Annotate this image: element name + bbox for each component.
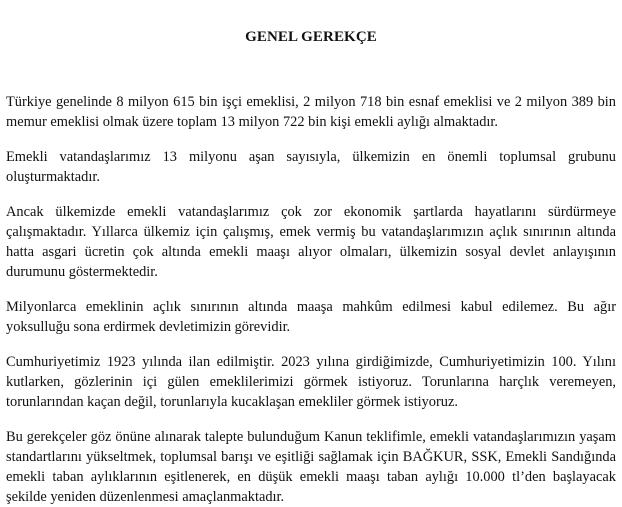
paragraph-economic-conditions: Ancak ülkemizde emekli vatandaşlarımız çok zor ekonomik şartlarda hayatlarını sürdürmeye çalışmaktadır. Yıllarca ülkemiz için çalışmış, emek vermiş bu vatandaşlarımızın açlık sınırının altında hatta asgari ücretin çok altında emekli maaşı alıyor olmaları, ülkemizin sosyal devlet anlayışının durumunu göstermektedir.	[6, 204, 616, 280]
paragraph-pensioner-counts: Türkiye genelinde 8 milyon 615 bin işçi emeklisi, 2 milyon 718 bin esnaf emeklisi ve 2 milyon 389 bin memur emeklisi olmak üzere toplam 13 milyon 722 bin kişi emekli aylığı almaktadır.	[6, 94, 616, 130]
document-title: GENEL GEREKÇE	[245, 29, 377, 45]
paragraph-social-group: Emekli vatandaşlarımız 13 milyonu aşan sayısıyla, ülkemizin en önemli toplumsal grubunu oluşturmaktadır.	[6, 149, 616, 185]
paragraph-republic-centennial: Cumhuriyetimiz 1923 yılında ilan edilmiştir. 2023 yılına girdiğimizde, Cumhuriyetimizin 100. Yılını kutlarken, gözlerinin içi gülen emeklilerimizi görmek istiyoruz. Torunlarına harçlık veremeyen, torunlarından kaçan değil, torunlarıyla kucaklaşan emekliler görmek istiyoruz.	[6, 354, 616, 410]
paragraph-poverty: Milyonlarca emeklinin açlık sınırının altında maaşa mahkûm edilmesi kabul edilemez. Bu ağır yoksulluğu sona erdirmek devletimizin görevidir.	[6, 299, 616, 335]
paragraph-proposal-purpose: Bu gerekçeler göz önüne alınarak talepte bulunduğum Kanun teklifimle, emekli vatandaşlarımızın yaşam standartlarını yükseltmek, toplumsal barışı ve eşitliği sağlamak için BAĞKUR, SSK, Emekli Sandığında emekli taban aylıklarının eşitlenerek, en düşük emekli maaşı taban aylığı 10.000 tl’den başlayacak şekilde yeniden düzenlenmesi amaçlanmaktadır.	[6, 429, 616, 505]
